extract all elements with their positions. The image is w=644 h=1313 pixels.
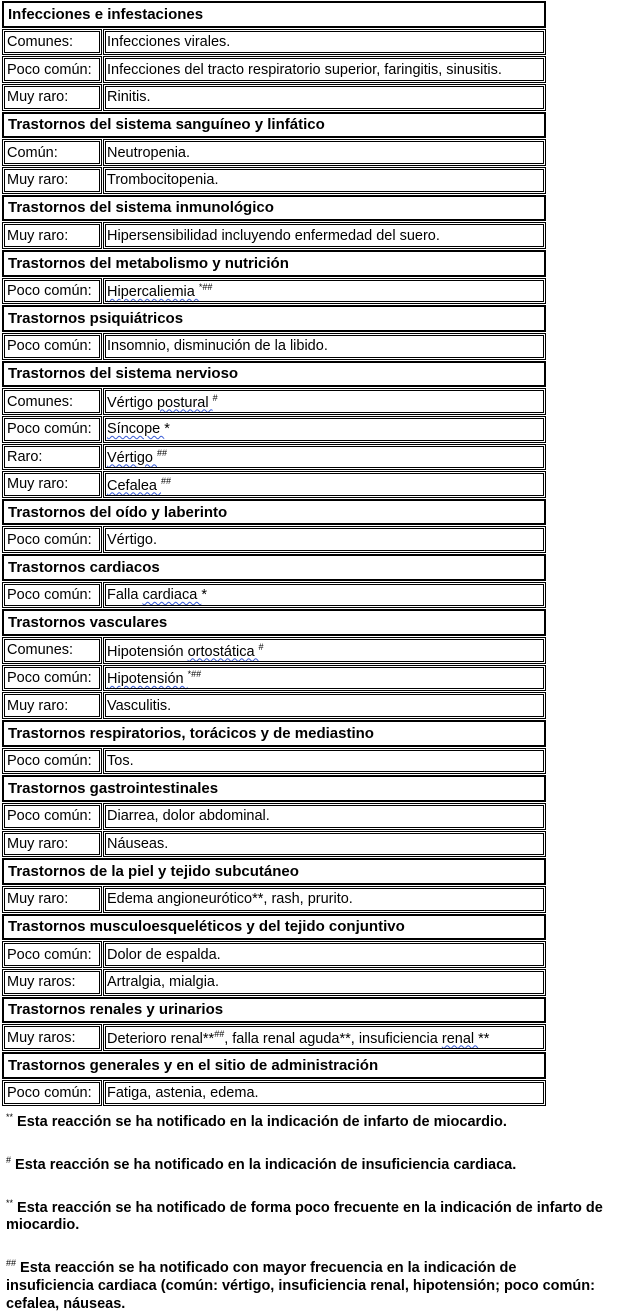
reaction-fragment: Fatiga, astenia, edema.	[107, 1084, 259, 1101]
reaction-cell	[103, 748, 546, 775]
table-row	[2, 526, 546, 553]
section-header	[2, 305, 546, 332]
section-title: Trastornos renales y urinarios	[8, 1001, 224, 1019]
reaction-cell	[103, 416, 546, 443]
reaction-cell	[103, 665, 546, 692]
reaction-cell	[103, 278, 546, 305]
frequency-cell: Comunes:	[2, 637, 102, 664]
reaction-cell	[103, 222, 546, 249]
frequency-cell: Muy raros:	[2, 969, 102, 996]
section-header	[2, 858, 546, 885]
section-title: Trastornos vasculares	[8, 614, 168, 632]
reaction-cell	[103, 444, 546, 471]
reaction-text	[107, 282, 212, 300]
reaction-fragment: Hipercaliemia	[107, 283, 199, 300]
reaction-text	[107, 145, 190, 161]
footnotes	[6, 1108, 606, 1313]
reaction-text	[107, 698, 171, 714]
reaction-fragment: Dolor de espalda.	[107, 946, 221, 963]
frequency-cell: Poco común:	[2, 941, 102, 968]
reaction-fragment: Hipotensión	[107, 670, 188, 687]
section-title: Trastornos del oído y laberinto	[8, 503, 228, 521]
footnote-text: Esta reacción se ha notificado de forma poco frecuente en la indicación de infarto de miocardio.	[6, 1199, 603, 1234]
reaction-fragment: Rinitis.	[107, 89, 151, 106]
frequency-cell: Raro:	[2, 444, 102, 471]
section-title: Trastornos musculoesqueléticos y del tejido conjuntivo	[8, 918, 405, 936]
reaction-fragment: Deterioro renal**	[107, 1030, 215, 1047]
table-row	[2, 831, 546, 858]
reaction-fragment: Náuseas.	[107, 836, 169, 853]
reaction-fragment: Artralgia, mialgia.	[107, 974, 220, 991]
table-row	[2, 692, 546, 719]
reaction-fragment: Trombocitopenia.	[107, 172, 219, 189]
reaction-text	[107, 669, 201, 687]
frequency-cell: Poco común:	[2, 416, 102, 443]
reaction-text	[107, 974, 219, 990]
reaction-fragment: Vértigo	[107, 449, 157, 466]
section-title: Trastornos del sistema nervioso	[8, 365, 239, 383]
table-row	[2, 886, 546, 913]
reaction-fragment: **	[478, 1030, 490, 1047]
frequency-cell: Poco común:	[2, 526, 102, 553]
reaction-fragment: postural	[156, 394, 213, 411]
table-row	[2, 56, 546, 83]
footnote-mark: #	[212, 392, 218, 403]
reaction-fragment: Falla	[107, 587, 143, 604]
footnote	[6, 1254, 606, 1313]
reaction-text	[107, 228, 440, 244]
reaction-text	[107, 476, 171, 494]
section-header	[2, 554, 546, 581]
reaction-cell	[103, 582, 546, 609]
reaction-fragment: Vértigo	[107, 394, 157, 411]
section-title: Trastornos cardiacos	[8, 558, 160, 576]
section-header	[2, 609, 546, 636]
reaction-cell	[103, 388, 546, 415]
frequency-cell: Común:	[2, 139, 102, 166]
reaction-fragment: Vasculitis.	[107, 697, 172, 714]
reaction-cell	[103, 167, 546, 194]
reaction-text	[107, 532, 157, 548]
reaction-text	[107, 642, 264, 660]
footnote-text: Esta reacción se ha notificado en la indicación de insuficiencia cardiaca.	[11, 1156, 517, 1173]
reaction-fragment: renal	[441, 1030, 479, 1047]
reaction-fragment: cardiaca	[142, 587, 202, 604]
footnote-mark: ##	[156, 447, 167, 458]
reaction-fragment: *	[201, 587, 207, 604]
section-title: Trastornos del sistema sanguíneo y linfático	[8, 116, 325, 134]
frequency-cell: Poco común:	[2, 803, 102, 830]
reaction-cell	[103, 969, 546, 996]
reaction-cell	[103, 692, 546, 719]
reaction-fragment: Vértigo.	[107, 531, 157, 548]
reaction-fragment: Síncope	[107, 421, 165, 438]
reaction-text	[107, 753, 134, 769]
reaction-fragment: Infecciones virales.	[107, 33, 231, 50]
reaction-cell	[103, 803, 546, 830]
reaction-text	[107, 172, 219, 188]
reaction-cell	[103, 84, 546, 111]
frequency-cell: Muy raro:	[2, 84, 102, 111]
table-row	[2, 582, 546, 609]
frequency-cell: Poco común:	[2, 665, 102, 692]
table-row	[2, 748, 546, 775]
section-header	[2, 997, 546, 1024]
table-row	[2, 969, 546, 996]
reaction-fragment: Hipotensión	[107, 643, 188, 660]
reaction-fragment: Insomnio, disminución de la libido.	[107, 338, 328, 355]
reaction-fragment: Cefalea	[107, 477, 162, 494]
table-row	[2, 416, 546, 443]
section-title: Trastornos del metabolismo y nutrición	[8, 254, 289, 272]
section-title: Trastornos del sistema inmunológico	[8, 199, 274, 217]
section-header	[2, 720, 546, 747]
reaction-text	[107, 836, 168, 852]
footnote-mark: ##	[214, 1028, 225, 1039]
reaction-cell	[103, 526, 546, 553]
table-row	[2, 84, 546, 111]
frequency-cell: Muy raro:	[2, 831, 102, 858]
section-header	[2, 1, 546, 28]
reaction-cell	[103, 637, 546, 664]
footnote	[6, 1194, 606, 1235]
footnote-marker: ##	[6, 1258, 17, 1269]
reaction-text	[107, 89, 151, 105]
reaction-fragment: Edema angioneurótico**, rash, prurito.	[107, 891, 353, 908]
table-row	[2, 1080, 546, 1107]
table-row	[2, 941, 546, 968]
section-header	[2, 195, 546, 222]
frequency-cell: Muy raro:	[2, 692, 102, 719]
table-row	[2, 167, 546, 194]
footnote-mark: *##	[187, 669, 202, 680]
frequency-cell: Poco común:	[2, 748, 102, 775]
table-row	[2, 278, 546, 305]
section-header	[2, 914, 546, 941]
section-title: Trastornos gastrointestinales	[8, 780, 219, 798]
reaction-cell	[103, 941, 546, 968]
footnote	[6, 1151, 606, 1174]
table-row	[2, 222, 546, 249]
footnote-mark: #	[258, 641, 264, 652]
frequency-cell: Poco común:	[2, 333, 102, 360]
section-header	[2, 250, 546, 277]
reaction-fragment: *	[164, 421, 170, 438]
footnote-text: Esta reacción se ha notificado con mayor frecuencia en la indicación de insuficiencia cardiaca (común: vértigo, insuficiencia renal, hipotensión; poco común: cefalea, náuseas.	[6, 1260, 595, 1313]
frequency-cell: Muy raro:	[2, 471, 102, 498]
footnote-text: Esta reacción se ha notificado en la indicación de infarto de miocardio.	[13, 1113, 507, 1130]
table-row	[2, 803, 546, 830]
reaction-cell	[103, 831, 546, 858]
table-row	[2, 139, 546, 166]
reaction-text	[107, 34, 230, 50]
reaction-cell	[103, 139, 546, 166]
reaction-text	[107, 808, 270, 824]
frequency-cell: Muy raro:	[2, 167, 102, 194]
reaction-text	[107, 891, 353, 907]
reaction-fragment: , falla renal aguda**, insuficiencia	[224, 1030, 442, 1047]
reaction-text	[107, 1029, 489, 1047]
footnote-mark: *##	[198, 281, 213, 292]
frequency-cell: Poco común:	[2, 278, 102, 305]
frequency-cell: Poco común:	[2, 1080, 102, 1107]
section-title: Trastornos generales y en el sitio de administración	[8, 1056, 379, 1074]
reaction-text	[107, 448, 167, 466]
reaction-text	[107, 587, 207, 603]
frequency-cell: Poco común:	[2, 56, 102, 83]
section-title: Infecciones e infestaciones	[8, 5, 204, 23]
reaction-fragment: Tos.	[107, 753, 134, 770]
frequency-cell: Muy raro:	[2, 886, 102, 913]
reaction-fragment: Hipersensibilidad incluyendo enfermedad del suero.	[107, 227, 440, 244]
section-header	[2, 1052, 546, 1079]
reaction-fragment: Neutropenia.	[107, 144, 191, 161]
reaction-fragment: Diarrea, dolor abdominal.	[107, 808, 270, 825]
table-row	[2, 388, 546, 415]
section-title: Trastornos respiratorios, torácicos y de mediastino	[8, 724, 374, 742]
table-row	[2, 637, 546, 664]
table-row	[2, 29, 546, 56]
footnote-marker: **	[6, 1112, 14, 1122]
reaction-text	[107, 62, 502, 78]
frequency-cell: Muy raro:	[2, 222, 102, 249]
adverse-reactions-table	[2, 1, 546, 1107]
footnote-marker: #	[6, 1154, 12, 1165]
reaction-cell	[103, 56, 546, 83]
reaction-fragment: ortostática	[187, 643, 259, 660]
footnote	[6, 1108, 606, 1131]
frequency-cell: Comunes:	[2, 29, 102, 56]
footnote-mark: ##	[161, 475, 172, 486]
reaction-text	[107, 1085, 259, 1101]
reaction-cell	[103, 1080, 546, 1107]
footnote-marker: **	[6, 1197, 14, 1208]
table-row	[2, 1024, 546, 1051]
reaction-fragment: Infecciones del tracto respiratorio superior, faringitis, sinusitis.	[107, 61, 502, 78]
reaction-text	[107, 338, 328, 354]
section-header	[2, 112, 546, 139]
frequency-cell: Poco común:	[2, 582, 102, 609]
section-title: Trastornos psiquiátricos	[8, 310, 184, 328]
table-row	[2, 665, 546, 692]
frequency-cell: Comunes:	[2, 388, 102, 415]
reaction-cell	[103, 333, 546, 360]
section-header	[2, 775, 546, 802]
section-header	[2, 361, 546, 388]
table-row	[2, 471, 546, 498]
reaction-cell	[103, 471, 546, 498]
section-header	[2, 499, 546, 526]
reaction-text	[107, 947, 221, 963]
reaction-cell	[103, 886, 546, 913]
reaction-text	[107, 421, 170, 437]
table-row	[2, 333, 546, 360]
frequency-cell: Muy raros:	[2, 1024, 102, 1051]
reaction-cell	[103, 29, 546, 56]
reaction-cell	[103, 1024, 546, 1051]
section-title: Trastornos de la piel y tejido subcutáneo	[8, 863, 299, 881]
table-row	[2, 444, 546, 471]
reaction-text	[107, 393, 218, 411]
